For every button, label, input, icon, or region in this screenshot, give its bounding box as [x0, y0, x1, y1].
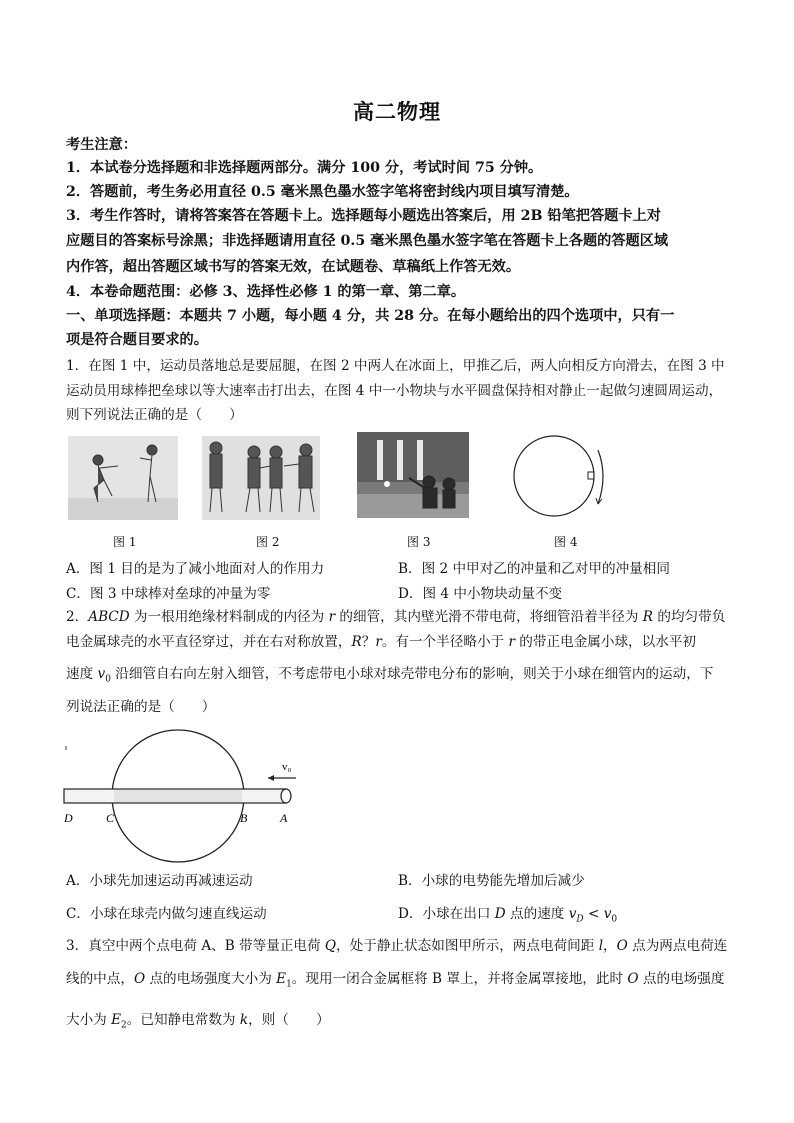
- section-heading: 项是符合题目要求的。: [66, 332, 208, 348]
- question-3-text: 3．真空中两个点电荷 A、B 带等量正电荷 Q，处于静止状态如图甲所示，两点电荷间距 l，O 点为两点电荷连: [66, 938, 728, 954]
- question-2-text: 电金属球壳的水平直径穿过，并在右对称放置，R？r。有一个半径略小于 r 的带正电金属小球，以水平初: [66, 634, 697, 650]
- question-2-option-b[interactable]: B．小球的电势能先增加后减少: [398, 873, 585, 889]
- question-1-text: 1．在图 1 中，运动员落地总是要屈腿，在图 2 中两人在冰面上，甲推乙后，两人向相反方向滑去，在图 3 中: [66, 358, 725, 374]
- notice-item: 应题目的答案标号涂黑；非选择题请用直径 0.5 毫米黑色墨水签字笔在答题卡上各题的答题区域: [66, 233, 669, 249]
- notice-item: 2．答题前，考生务必用直径 0.5 毫米黑色墨水签字笔将密封线内项目填写清楚。: [66, 184, 579, 200]
- figure-3-baseball-image: [357, 432, 469, 518]
- question-3-text: 大小为 $E_2$。已知静电常数为 k，则（ ）: [66, 1012, 330, 1031]
- question-2-text: 2．ABCD 为一根用绝缘材料制成的内径为 r 的细管，其内壁光滑不带电荷，将细管沿着半径为 R 的均匀带负: [66, 609, 726, 625]
- figure-1-athlete-image: [68, 436, 178, 520]
- question-2-text: 列说法正确的是（ ）: [66, 699, 216, 715]
- question-2-option-a[interactable]: A．小球先加速运动再减速运动: [66, 873, 253, 889]
- question-3-text: 线的中点，O 点的电场强度大小为 $E_1$。现用一闭合金属框将 B 罩上，并将金属罩接地，此时 O 点的电场强度: [66, 971, 725, 990]
- notice-heading: 考生注意：: [66, 137, 137, 153]
- notice-item: 3．考生作答时，请将答案答在答题卡上。选择题每小题选出答案后，用 2B 铅笔把答题卡上对: [66, 208, 661, 224]
- point-a-label: A: [280, 811, 288, 825]
- page-title: 高二物理: [353, 99, 441, 124]
- notice-item: 内作答，超出答题区域书写的答案无效，在试题卷、草稿纸上作答无效。: [66, 259, 521, 275]
- notice-item: 4．本卷命题范围：必修 3、选择性必修 1 的第一章、第二章。: [66, 284, 466, 300]
- velocity-label: v₀: [282, 761, 292, 773]
- notice-item: 1．本试卷分选择题和非选择题两部分。满分 100 分，考试时间 75 分钟。: [66, 160, 543, 176]
- question-1-option-a[interactable]: A．图 1 目的是为了减小地面对人的作用力: [66, 561, 325, 577]
- figure-2-caption: 图 2: [256, 535, 280, 549]
- point-d-label: D: [64, 811, 73, 825]
- figure-1-caption: 图 1: [113, 535, 137, 549]
- question-2-option-d[interactable]: D．小球在出口 D 点的速度 $v_D < v_0$: [398, 906, 618, 925]
- figure-4-caption: 图 4: [554, 535, 578, 549]
- question-2-option-c[interactable]: C．小球在球壳内做匀速直线运动: [66, 906, 267, 922]
- question-1-option-c[interactable]: C．图 3 中球棒对垒球的冲量为零: [66, 586, 271, 602]
- question-2-text: 速度 $v_0$ 沿细管自右向左射入细管，不考虑带电小球对球壳带电分布的影响，则关于小球在细管内的运动，下: [66, 666, 714, 685]
- section-heading: 一、单项选择题：本题共 7 小题，每小题 4 分，共 28 分。在每小题给出的四个选项中，只有一: [66, 308, 675, 324]
- figure-3-caption: 图 3: [407, 535, 431, 549]
- point-b-label: B: [240, 811, 248, 825]
- sphere-tube-diagram: [62, 724, 302, 864]
- question-1-text: 运动员用球棒把垒球以等大速率击打出去，在图 4 中一小物块与水平圆盘保持相对静止一起做匀速圆周运动，: [66, 383, 723, 399]
- figure-4-disk-diagram: [510, 432, 610, 524]
- question-1-option-b[interactable]: B．图 2 中甲对乙的冲量和乙对甲的冲量相同: [398, 561, 670, 577]
- point-c-label: C: [106, 811, 115, 825]
- question-1-option-d[interactable]: D．图 4 中小物块动量不变: [398, 586, 563, 602]
- question-1-text: 则下列说法正确的是（ ）: [66, 407, 243, 423]
- figure-2-skaters-image: [202, 436, 320, 520]
